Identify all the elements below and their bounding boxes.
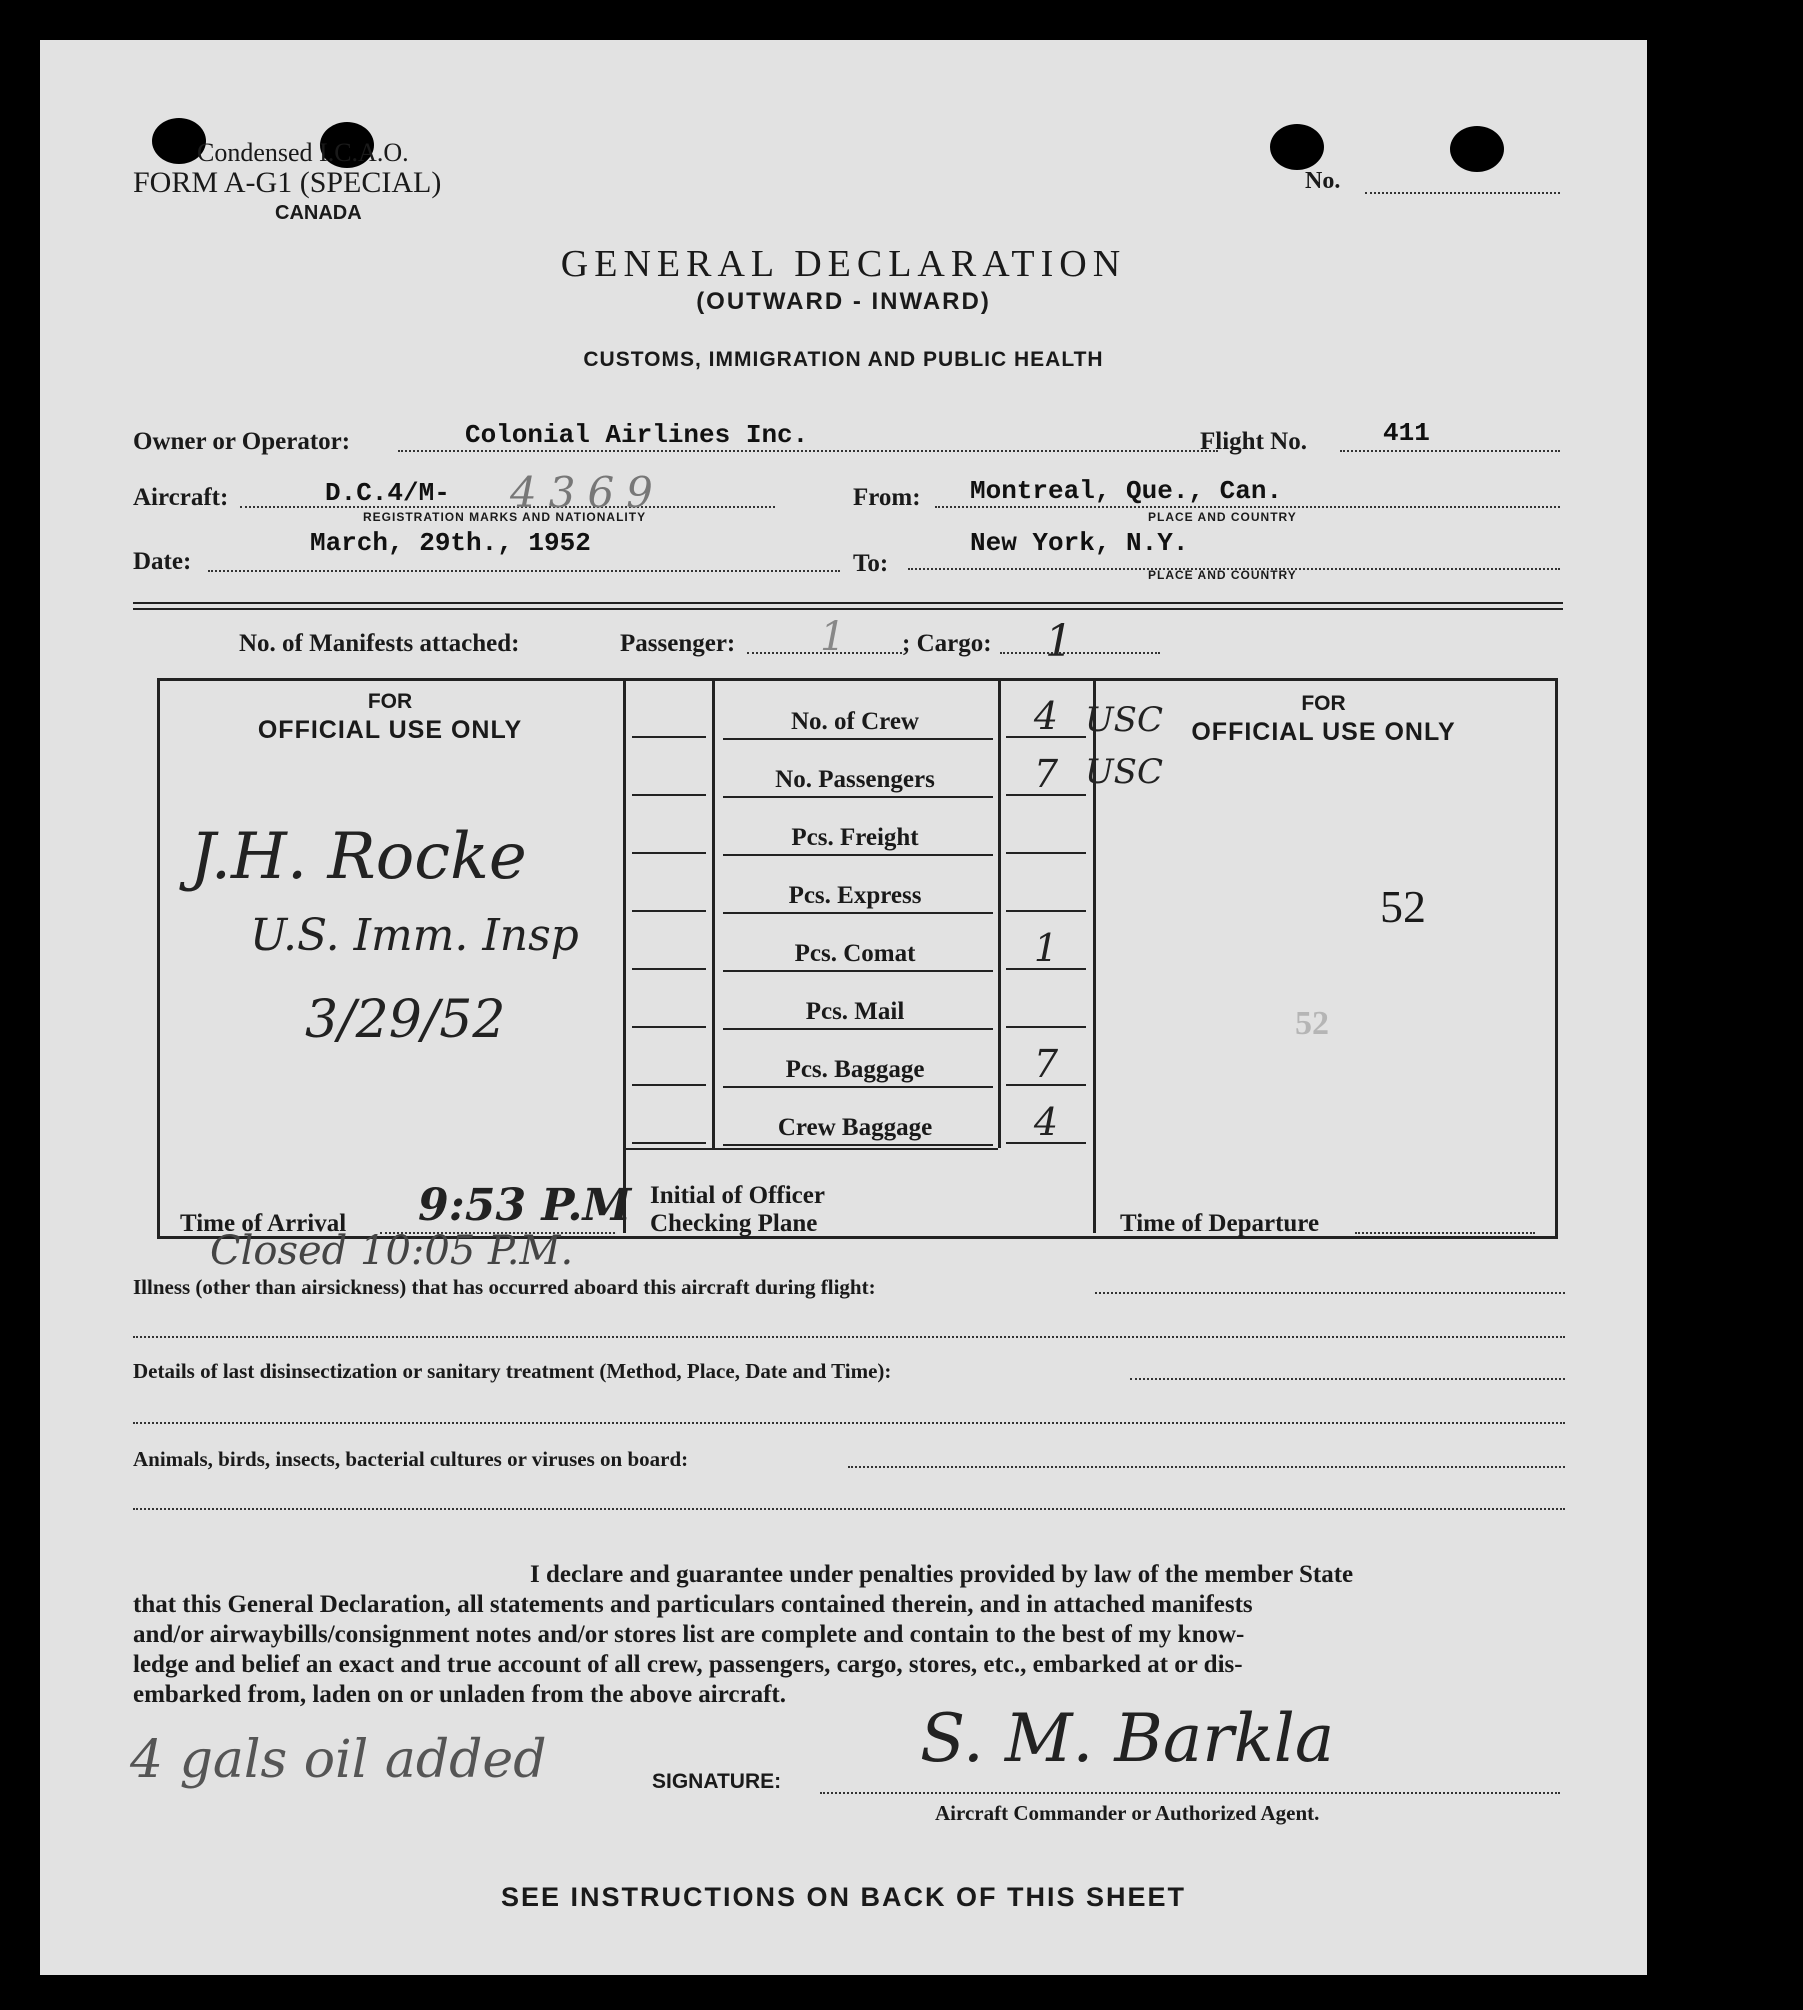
- passenger-label: Passenger:: [620, 630, 736, 657]
- row-label: Pcs. Freight: [791, 824, 919, 851]
- punch-hole: [1450, 126, 1504, 172]
- aircraft-label: Aircraft:: [133, 484, 229, 511]
- to-caption: PLACE AND COUNTRY: [1148, 568, 1297, 582]
- owner-label: Owner or Operator:: [133, 428, 351, 455]
- from-label: From:: [853, 484, 921, 511]
- row-label: No. Passengers: [775, 766, 935, 793]
- page-subtitle: (OUTWARD - INWARD): [696, 288, 991, 315]
- date-line: [208, 570, 840, 572]
- from-caption: PLACE AND COUNTRY: [1148, 510, 1297, 524]
- row-label: No. of Crew: [791, 708, 919, 735]
- form-sheet: [40, 40, 1647, 1975]
- divider: [133, 608, 1563, 610]
- closed-note: Closed 10:05 P.M.: [210, 1228, 574, 1274]
- row-stub-rule: [632, 736, 706, 738]
- cargo-line: [1000, 652, 1160, 654]
- row-rule: [723, 1086, 993, 1088]
- form-number-label: No.: [1305, 168, 1341, 194]
- flight-value: 411: [1383, 418, 1430, 448]
- row-count-rule: [1006, 852, 1086, 854]
- time-arrival-value: 9:53 P.M: [418, 1180, 632, 1231]
- time-departure-line: [1355, 1232, 1535, 1234]
- left-official-heading-2: OFFICIAL USE ONLY: [257, 716, 523, 744]
- to-value: New York, N.Y.: [970, 528, 1189, 558]
- declaration-line-3: and/or airwaybills/consignment notes and/or stores list are complete and contain to the best of my know-: [133, 1621, 1245, 1648]
- margin-note: 4 gals oil added: [130, 1730, 547, 1790]
- disinsect-line-2: [133, 1422, 1565, 1424]
- official-number-faint: 52: [1295, 1005, 1329, 1042]
- aircraft-caption: REGISTRATION MARKS AND NATIONALITY: [363, 510, 647, 524]
- box-divider: [712, 678, 715, 1148]
- row-count: 7: [1033, 1042, 1059, 1086]
- handwritten-signature: S. M. Barkla: [920, 1700, 1335, 1777]
- flight-label: Flight No.: [1200, 428, 1307, 455]
- row-rule: [723, 854, 993, 856]
- row-rule: [723, 738, 993, 740]
- signature-label: SIGNATURE:: [652, 1770, 782, 1793]
- row-stub-rule: [632, 852, 706, 854]
- initial-officer-label-1: Initial of Officer: [650, 1182, 825, 1209]
- punch-hole: [1270, 124, 1324, 170]
- form-code-line3: CANADA: [275, 202, 362, 224]
- animals-line: [848, 1466, 1565, 1468]
- row-stub-rule: [632, 968, 706, 970]
- form-number-line: [1365, 192, 1560, 194]
- disinsect-question: Details of last disinsectization or sanitary treatment (Method, Place, Date and Time):: [133, 1359, 892, 1383]
- row-label: Pcs. Baggage: [785, 1056, 925, 1083]
- cargo-count: 1: [1045, 616, 1073, 667]
- owner-line: [398, 450, 1218, 452]
- passenger-count: 1: [820, 614, 846, 660]
- row-label: Pcs. Comat: [794, 940, 916, 967]
- right-official-heading-2: OFFICIAL USE ONLY: [1191, 718, 1456, 746]
- section-title: CUSTOMS, IMMIGRATION AND PUBLIC HEALTH: [583, 348, 1104, 371]
- row-stub-rule: [632, 794, 706, 796]
- owner-value: Colonial Airlines Inc.: [465, 420, 809, 450]
- row-count: 4: [1033, 1100, 1059, 1144]
- row-stub-rule: [632, 910, 706, 912]
- animals-line-2: [133, 1508, 1565, 1510]
- to-label: To:: [853, 550, 889, 577]
- passenger-note: USC: [1085, 752, 1163, 792]
- row-stub-rule: [632, 1026, 706, 1028]
- row-rule: [723, 796, 993, 798]
- row-stub-rule: [632, 1084, 706, 1086]
- aircraft-line: [240, 506, 775, 508]
- row-count: 7: [1033, 752, 1059, 796]
- row-stub-rule: [632, 1142, 706, 1144]
- left-official-heading-1: FOR: [367, 690, 413, 713]
- form-code-line2: FORM A-G1 (SPECIAL): [133, 166, 442, 199]
- row-count: 1: [1033, 926, 1059, 970]
- flight-line: [1340, 450, 1560, 452]
- date-label: Date:: [133, 548, 192, 575]
- row-label: Pcs. Mail: [805, 998, 905, 1025]
- declaration-line-5: embarked from, laden on or unladen from the above aircraft.: [133, 1681, 786, 1708]
- row-count-rule: [1006, 910, 1086, 912]
- cargo-label: ; Cargo:: [902, 630, 992, 657]
- row-rule: [723, 1144, 993, 1146]
- declaration-line-2: that this General Declaration, all statements and particulars contained therein, and in attached manifests: [133, 1591, 1253, 1618]
- crew-note: USC: [1085, 700, 1163, 740]
- time-departure-label: Time of Departure: [1120, 1210, 1320, 1237]
- row-count: 4: [1033, 694, 1059, 738]
- inspector-date: 3/29/52: [305, 990, 506, 1050]
- footer-instructions: SEE INSTRUCTIONS ON BACK OF THIS SHEET: [500, 1882, 1187, 1912]
- page-title: GENERAL DECLARATION: [560, 243, 1127, 285]
- illness-line: [1095, 1292, 1565, 1294]
- from-value: Montreal, Que., Can.: [970, 476, 1283, 506]
- initial-officer-label-2: Checking Plane: [650, 1210, 818, 1237]
- row-rule: [723, 1028, 993, 1030]
- row-count-rule: [1006, 1026, 1086, 1028]
- inspector-signature: J.H. Rocke: [190, 820, 527, 894]
- form-code-line1: Condensed I.C.A.O.: [197, 138, 409, 167]
- box-divider: [998, 678, 1001, 1148]
- time-arrival-label: Time of Arrival: [180, 1210, 347, 1237]
- manifests-label: No. of Manifests attached:: [239, 630, 520, 657]
- box-divider: [623, 1148, 998, 1150]
- illness-question: Illness (other than airsickness) that has occurred aboard this aircraft during flight:: [133, 1275, 876, 1299]
- divider: [133, 602, 1563, 604]
- date-value: March, 29th., 1952: [310, 528, 591, 558]
- illness-line-2: [133, 1336, 1565, 1338]
- declaration-line-1: I declare and guarantee under penalties provided by law of the member State: [530, 1561, 1354, 1588]
- signature-caption: Aircraft Commander or Authorized Agent.: [935, 1801, 1320, 1825]
- row-rule: [723, 970, 993, 972]
- official-number: 52: [1380, 881, 1426, 932]
- disinsect-line: [1130, 1378, 1565, 1380]
- row-rule: [723, 912, 993, 914]
- declaration-line-4: ledge and belief an exact and true account of all crew, passengers, cargo, stores, etc., embarked at or dis-: [133, 1651, 1243, 1678]
- right-official-heading-1: FOR: [1301, 692, 1346, 715]
- signature-line: [820, 1792, 1560, 1794]
- row-label: Pcs. Express: [788, 882, 922, 909]
- from-line: [935, 506, 1560, 508]
- animals-question: Animals, birds, insects, bacterial cultures or viruses on board:: [133, 1447, 689, 1471]
- row-label: Crew Baggage: [777, 1114, 933, 1141]
- aircraft-value: D.C.4/M-: [325, 478, 450, 508]
- aircraft-handwritten: 4369: [510, 468, 665, 517]
- inspector-title: U.S. Imm. Insp: [250, 910, 579, 961]
